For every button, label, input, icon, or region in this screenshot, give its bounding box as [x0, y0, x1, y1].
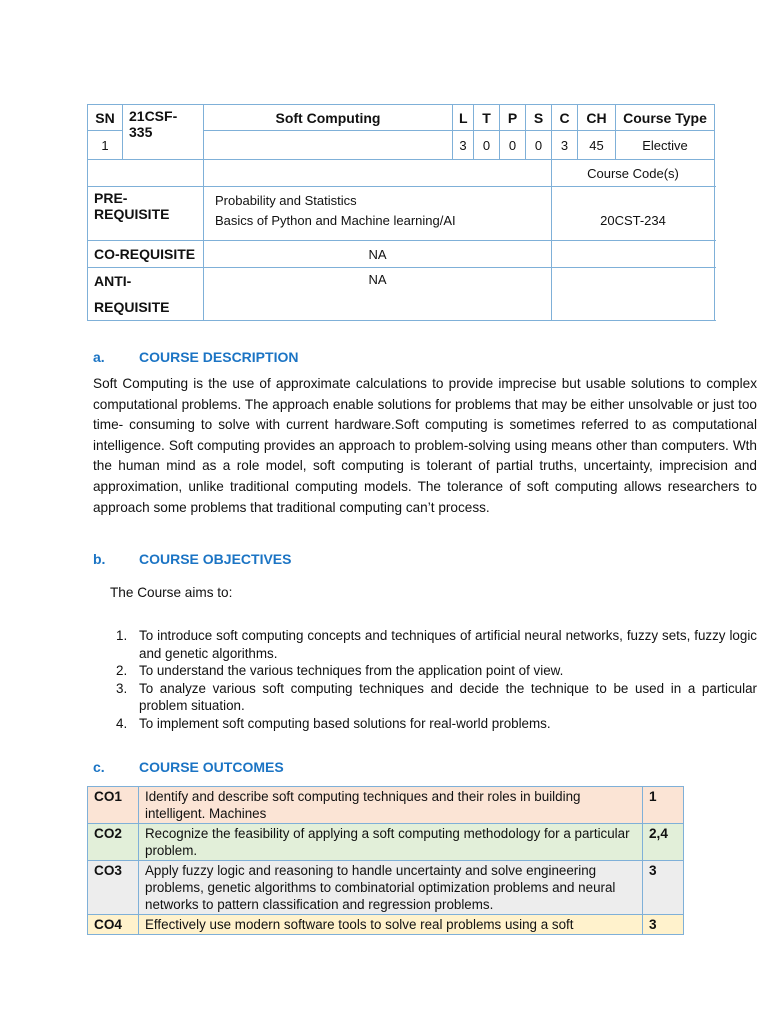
- empty-cell: [204, 160, 552, 187]
- sn-value: 1: [88, 131, 123, 160]
- antirequisite-label-line: ANTI-: [94, 273, 132, 289]
- outcome-text: Effectively use modern software tools to solve real problems using a soft: [139, 915, 643, 935]
- section-title: COURSE OUTCOMES: [139, 759, 284, 775]
- ltpsc-value-ch: 45: [578, 131, 616, 160]
- section-title: COURSE DESCRIPTION: [139, 349, 299, 365]
- outcome-code: CO4: [88, 915, 139, 935]
- objectives-intro: The Course aims to:: [110, 585, 233, 600]
- list-item: [111, 680, 757, 715]
- section-b-heading: [93, 551, 291, 567]
- section-letter: c.: [93, 759, 105, 775]
- course-codes-label: Course Code(s): [552, 160, 715, 187]
- prerequisite-list: [204, 187, 552, 241]
- list-number: 2.: [116, 663, 128, 678]
- course-type-header: Course Type: [616, 105, 715, 131]
- course-outcomes-table: [87, 786, 684, 935]
- ltpsc-header-c: C: [552, 105, 578, 131]
- list-text: To implement soft computing based solutions for real-world problems.: [139, 715, 551, 731]
- outcome-code: CO2: [88, 824, 139, 861]
- outcome-mapping: 1: [643, 787, 684, 824]
- course-code-header: 21CSF-335: [123, 105, 204, 160]
- outcome-mapping: 3: [643, 915, 684, 935]
- outcome-mapping: 3: [643, 861, 684, 915]
- ltpsc-header-l: L: [453, 105, 474, 131]
- list-item: [111, 627, 757, 662]
- prerequisite-label: PRE-REQUISITE: [88, 187, 204, 241]
- table-row: [88, 915, 684, 935]
- prerequisite-item: Probability and Statistics: [215, 193, 357, 208]
- section-c-heading: [93, 759, 284, 775]
- section-title: COURSE OBJECTIVES: [139, 551, 292, 567]
- ltpsc-value-c: 3: [552, 131, 578, 160]
- list-text: To analyze various soft computing techniques and decide the technique to be used in a particular problem situation.: [139, 680, 757, 713]
- list-item: [111, 662, 757, 680]
- ltpsc-header-p: P: [500, 105, 526, 131]
- list-text: To introduce soft computing concepts and techniques of artificial neural networks, fuzzy sets, fuzzy logic and genetic algorithms.: [139, 628, 757, 661]
- list-number: 4.: [116, 715, 128, 731]
- section-letter: b.: [93, 551, 106, 567]
- ltpsc-value-l: 3: [453, 131, 474, 160]
- outcome-mapping: 2,4: [643, 824, 684, 861]
- outcome-code: CO3: [88, 861, 139, 915]
- empty-cell: [552, 268, 715, 321]
- ltpsc-header-t: T: [474, 105, 500, 131]
- table-row: [88, 861, 684, 915]
- outcome-text: Apply fuzzy logic and reasoning to handle uncertainty and solve engineering problems, genetic algorithms to combinatorial optimization problems and neural networks to pattern classification and regression problems.: [139, 861, 643, 915]
- ltpsc-header-ch: CH: [578, 105, 616, 131]
- list-text: To understand the various techniques from the application point of view.: [139, 663, 564, 678]
- ltpsc-header-s: S: [526, 105, 552, 131]
- empty-cell: [552, 241, 715, 268]
- table-row: [88, 787, 684, 824]
- prerequisite-code: 20CST-234: [552, 187, 715, 241]
- course-type-value: Elective: [616, 131, 715, 160]
- ltpsc-value-t: 0: [474, 131, 500, 160]
- outcome-code: CO1: [88, 787, 139, 824]
- section-a-heading: [93, 349, 298, 365]
- ltpsc-value-s: 0: [526, 131, 552, 160]
- course-header-table: [87, 104, 715, 321]
- empty-cell: [88, 160, 204, 187]
- objectives-list: [111, 627, 757, 732]
- antirequisite-value: NA: [204, 268, 552, 321]
- list-number: 1.: [116, 628, 128, 643]
- course-name-empty: [204, 131, 453, 160]
- course-description-text: Soft Computing is the use of approximate calculations to provide imprecise but usable solutions to complex computational problems. The approach enable solutions for problems that may be either unsolvable or just too time- consuming to solve with current hardware.Soft computing is sometimes referred to as computational intelligence. Soft computing provides an approach to problem-solving using means other than computers. Wth the human mind as a role model, soft computing is tolerant of partial truths, uncertainty, imprecision and approximation, unlike traditional computing models. The tolerance of soft computing allows researchers to approach some problems that traditional computing can’t process.: [93, 376, 757, 515]
- antirequisite-label: [88, 268, 204, 321]
- section-letter: a.: [93, 349, 105, 365]
- outcome-text: Identify and describe soft computing techniques and their roles in building intelligent. Machines: [139, 787, 643, 824]
- list-item: [111, 715, 757, 733]
- list-number: 3.: [116, 680, 128, 696]
- corequisite-value: NA: [204, 241, 552, 268]
- course-name: Soft Computing: [204, 105, 453, 131]
- ltpsc-value-p: 0: [500, 131, 526, 160]
- corequisite-label: CO-REQUISITE: [88, 241, 204, 268]
- prerequisite-item: Basics of Python and Machine learning/AI: [215, 213, 456, 228]
- table-row: [88, 824, 684, 861]
- outcome-text: Recognize the feasibility of applying a soft computing methodology for a particular problem.: [139, 824, 643, 861]
- antirequisite-label-line: REQUISITE: [94, 299, 170, 315]
- sn-header: SN: [88, 105, 123, 131]
